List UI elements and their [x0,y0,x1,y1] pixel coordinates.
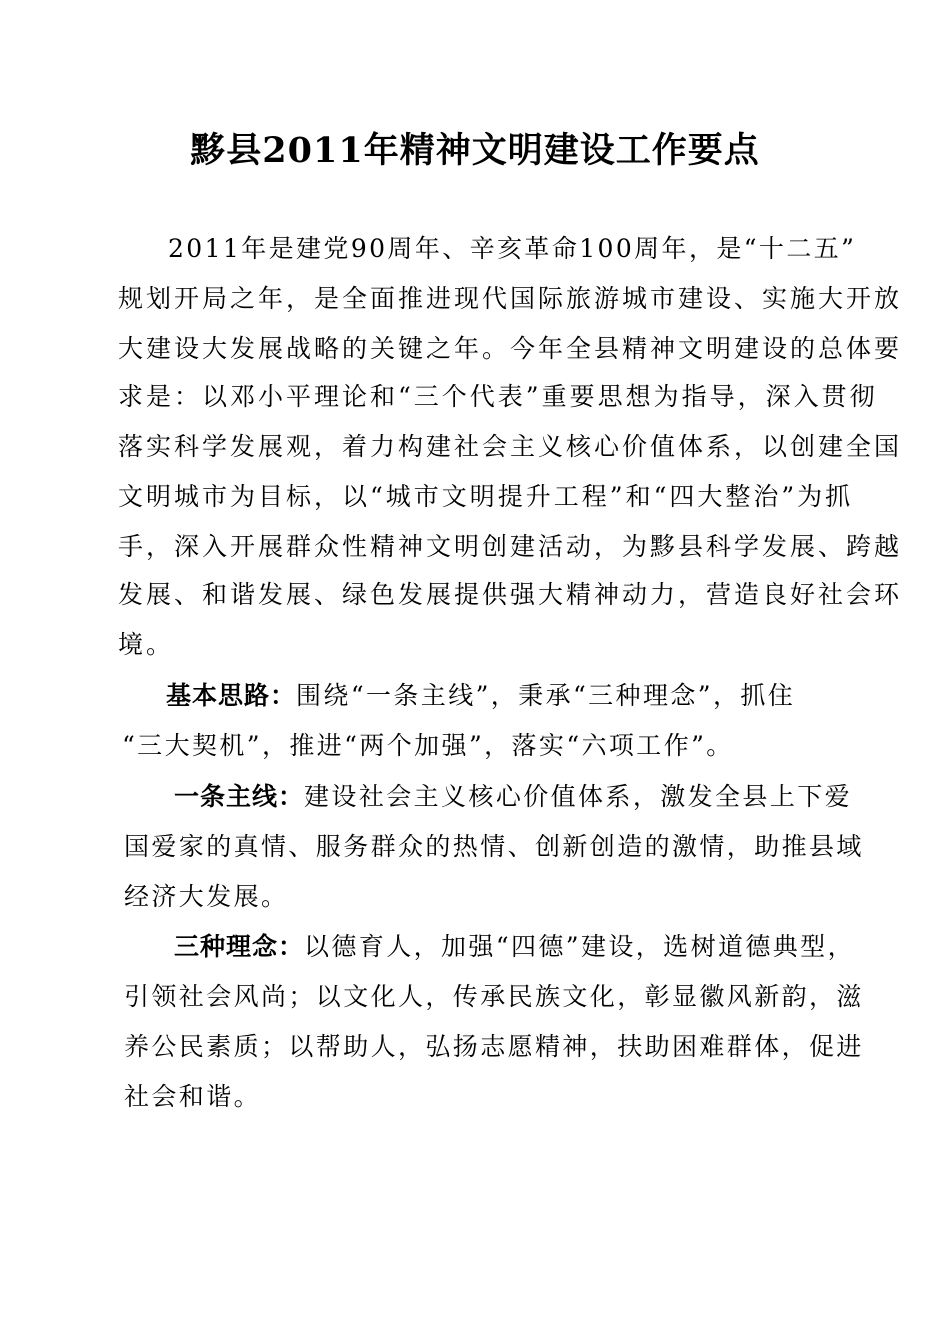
main-line-line-2: 国爱家的真情、服务群众的热情、创新创造的激情，助推县域 [124,832,864,861]
main-line-line-3: 经济大发展。 [124,882,289,911]
main-line-line-1 [174,779,852,815]
basic-idea-text-1: 围绕“一条主线”，秉承“三种理念”，抓住 [296,681,796,710]
document-title: 黟县2011年精神文明建设工作要点 [190,130,760,171]
intro-line-4: 求是：以邓小平理论和“三个代表”重要思想为指导，深入贯彻 [118,382,878,411]
three-concepts-line-3: 养公民素质；以帮助人，弘扬志愿精神，扶助困难群体，促进 [124,1032,864,1061]
intro-line-2: 规划开局之年，是全面推进现代国际旅游城市建设、实施大开放 [118,284,903,313]
basic-idea-line-2: “三大契机”，推进“两个加强”，落实“六项工作”。 [122,731,734,760]
intro-line-9: 境。 [118,630,175,659]
intro-line-8: 发展、和谐发展、绿色发展提供强大精神动力，营造良好社会环 [118,580,903,609]
intro-line-7: 手，深入开展群众性精神文明创建活动，为黟县科学发展、跨越 [118,532,903,561]
intro-line-5: 落实科学发展观，着力构建社会主义核心价值体系，以创建全国 [118,432,903,461]
intro-line-3: 大建设大发展战略的关键之年。今年全县精神文明建设的总体要 [118,334,903,363]
three-concepts-line-1 [174,929,855,965]
three-concepts-label: 三种理念： [174,932,305,961]
three-concepts-line-4: 社会和谐。 [124,1082,262,1111]
intro-line-6: 文明城市为目标，以“城市文明提升工程”和“四大整治”为抓 [118,482,854,511]
three-concepts-text-1: 以德育人，加强“四德”建设，选树道德典型， [304,932,855,961]
main-line-text-1: 建设社会主义核心价值体系，激发全县上下爱 [304,782,853,811]
intro-line-1: 2011年是建党90周年、辛亥革命100周年，是“十二五” [168,234,857,263]
basic-idea-label: 基本思路： [166,681,297,710]
basic-idea-line-1 [166,678,795,714]
three-concepts-line-2: 引领社会风尚；以文化人，传承民族文化，彰显徽风新韵，滋 [124,982,864,1011]
main-line-label: 一条主线： [174,782,305,811]
